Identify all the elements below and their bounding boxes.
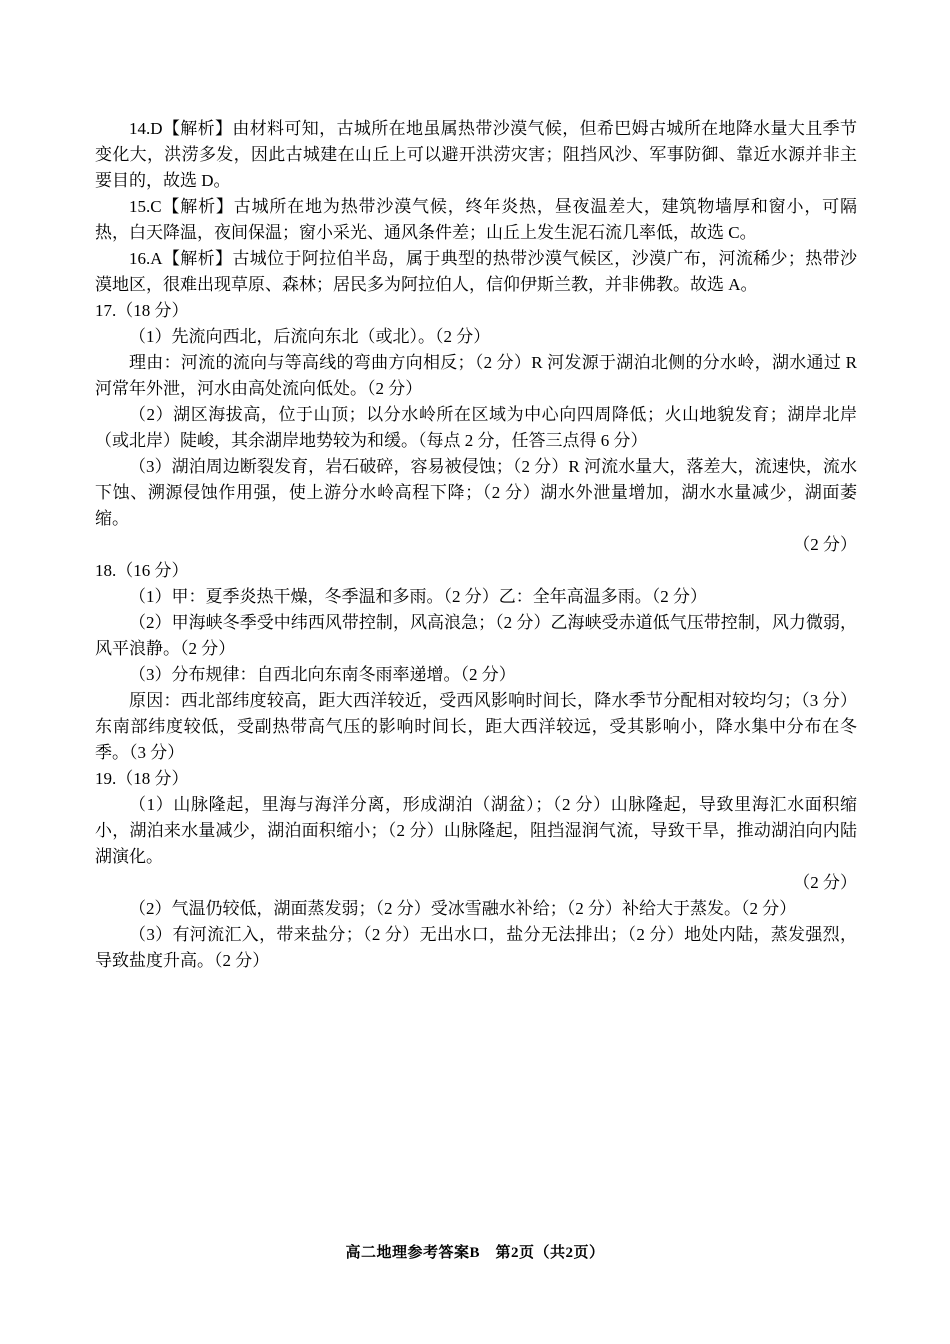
- answer-paragraph: 14.D【解析】由材料可知，古城所在地虽属热带沙漠气候，但希巴姆古城所在地降水量大且季节变化大，洪涝多发，因此古城建在山丘上可以避开洪涝灾害；阻挡风沙、军事防御、靠近水源并非主要目的，故选 D。: [95, 119, 857, 190]
- answer-paragraph: （1）甲：夏季炎热干燥，冬季温和多雨。（2 分）乙：全年高温多雨。（2 分）: [129, 587, 707, 606]
- answer-paragraph: （3）分布规律：自西北向东南冬雨率递增。（2 分）: [129, 665, 516, 684]
- answer-paragraph: （2）气温仍较低，湖面蒸发弱；（2 分）受冰雪融水补给；（2 分）补给大于蒸发。（2 分）: [129, 899, 797, 918]
- answer-paragraph: （3）湖泊周边断裂发育，岩石破碎，容易被侵蚀；（2 分）R 河流水量大，落差大，流速快，流水下蚀、溯源侵蚀作用强，使上游分水岭高程下降；（2 分）湖水外泄量增加，湖水水量减少，湖面萎缩。: [95, 457, 857, 528]
- answer-content: [95, 116, 857, 974]
- answer-paragraph: 18.（16 分）: [95, 561, 189, 580]
- answer-paragraph: 原因：西北部纬度较高，距大西洋较近，受西风影响时间长，降水季节分配相对较均匀；（3 分）东南部纬度较低，受副热带高气压的影响时间长，距大西洋较远，受其影响小，降水集中分布在冬季。（3 分）: [95, 691, 857, 762]
- answer-paragraph: 19.（18 分）: [95, 769, 189, 788]
- answer-paragraph: （2 分）: [793, 535, 857, 554]
- answer-paragraph: （1）先流向西北，后流向东北（或北）。（2 分）: [129, 327, 491, 346]
- answer-paragraph: （2 分）: [793, 873, 857, 892]
- answer-paragraph: 17.（18 分）: [95, 301, 189, 320]
- answer-paragraph: （1）山脉隆起，里海与海洋分离，形成湖泊（湖盆）；（2 分）山脉隆起，导致里海汇水面积缩小，湖泊来水量减少，湖泊面积缩小；（2 分）山脉隆起，阻挡湿润气流，导致干旱，推动湖泊向内陆湖演化。: [95, 795, 857, 866]
- answer-paragraph: （3）有河流汇入，带来盐分；（2 分）无出水口，盐分无法排出；（2 分）地处内陆，蒸发强烈，导致盐度升高。（2 分）: [95, 925, 857, 970]
- answer-paragraph: 15.C【解析】古城所在地为热带沙漠气候，终年炎热，昼夜温差大，建筑物墙厚和窗小，可隔热，白天降温，夜间保温；窗小采光、通风条件差；山丘上发生泥石流几率低，故选 C。: [95, 197, 857, 242]
- answer-paragraph: 理由：河流的流向与等高线的弯曲方向相反；（2 分）R 河发源于湖泊北侧的分水岭，湖水通过 R 河常年外泄，河水由高处流向低处。（2 分）: [95, 353, 857, 398]
- answer-paragraph: （2）湖区海拔高，位于山顶；以分水岭所在区域为中心向四周降低；火山地貌发育；湖岸北岸（或北岸）陡峻，其余湖岸地势较为和缓。（每点 2 分，任答三点得 6 分）: [95, 405, 857, 450]
- answer-paragraph: 16.A【解析】古城位于阿拉伯半岛，属于典型的热带沙漠气候区，沙漠广布，河流稀少；热带沙漠地区，很难出现草原、森林；居民多为阿拉伯人，信仰伊斯兰教，并非佛教。故选 A。: [95, 249, 857, 294]
- page-footer: 高二地理参考答案B 第2页（共2页）: [345, 1245, 605, 1261]
- answer-paragraph: （2）甲海峡冬季受中纬西风带控制，风高浪急；（2 分）乙海峡受赤道低气压带控制，风力微弱，风平浪静。（2 分）: [95, 613, 857, 658]
